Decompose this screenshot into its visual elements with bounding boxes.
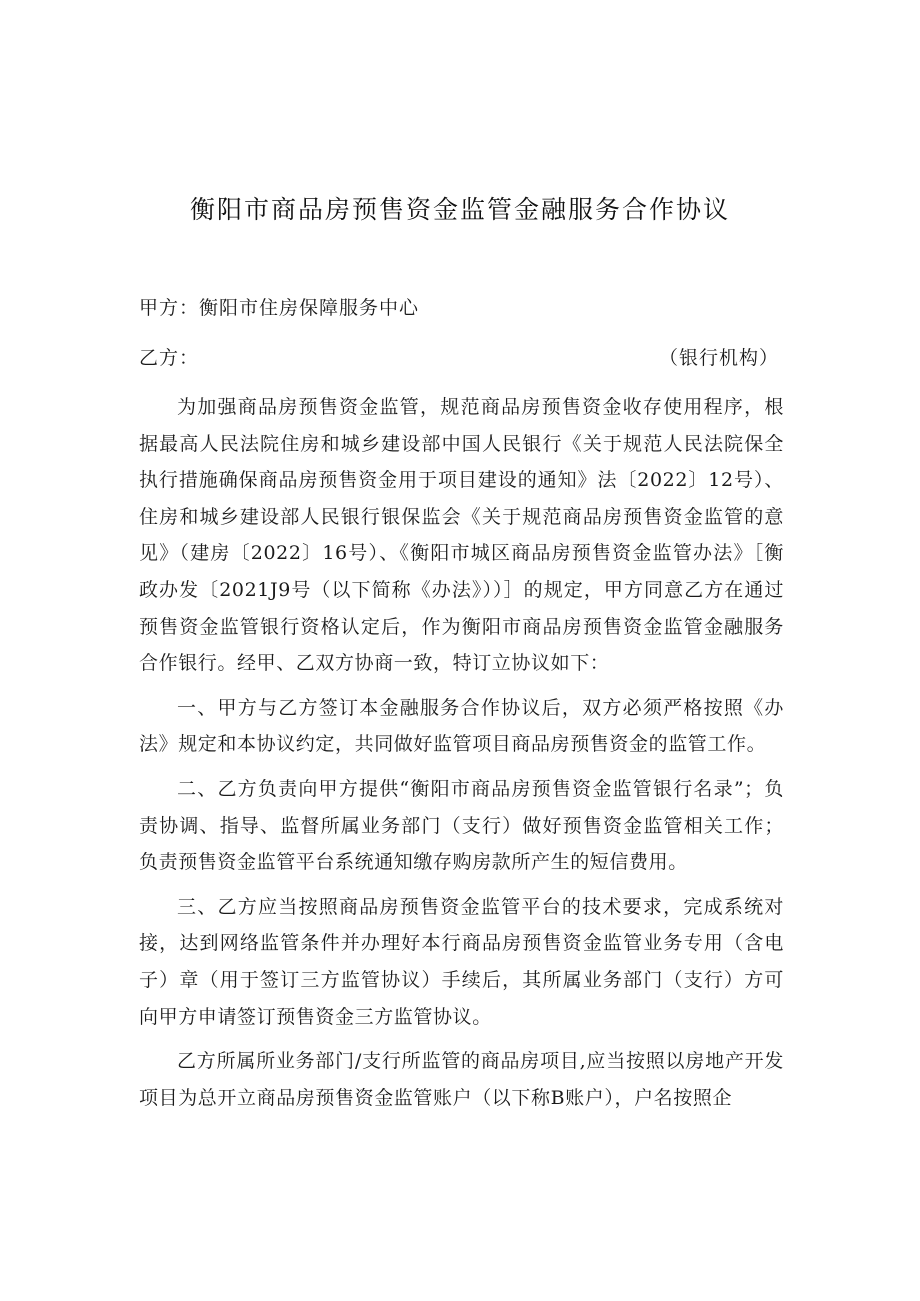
- document-title: 衡阳市商品房预售资金监管金融服务合作协议: [189, 195, 730, 224]
- document-body: [139, 389, 784, 1116]
- paragraph-clause-3-continued: 乙方所属所业务部门/支行所监管的商品房项目,应当按照以房地产开发项目为总开立商品房预售资金监管账户（以下称B账户），户名按照企: [139, 1050, 784, 1109]
- paragraph-clause-1: 一、甲方与乙方签订本金融服务合作协议后，双方必须严格按照《办法》规定和本协议约定，共同做好监管项目商品房预售资金的监管工作。: [139, 696, 784, 756]
- party-b-line: [139, 343, 779, 370]
- party-b-bank: （银行机构）: [658, 347, 779, 369]
- party-b-label: 乙方：: [139, 347, 200, 369]
- party-a-line: 甲方：衡阳市住房保障服务中心: [139, 297, 420, 319]
- paragraph-clause-2: 二、乙方负责向甲方提供“衡阳市商品房预售资金监管银行名录”；负责协调、指导、监督所属业务部门（支行）做好预售资金监管相关工作；负责预售资金监管平台系统通知缴存购房款所产生的短信费用。: [139, 777, 784, 874]
- paragraph-preamble: 为加强商品房预售资金监管，规范商品房预售资金收存使用程序，根据最高人民法院住房和城乡建设部中国人民银行《关于规范人民法院保全执行措施确保商品房预售资金用于项目建设的通知》法〔2022〕12号）、住房和城乡建设部人民银行银保监会《关于规范商品房预售资金监管的意见》（建房〔2022〕16号）、《衡阳市城区商品房预售资金监管办法》［衡政办发〔2021J9号（以下简称《办法》））］的规定，甲方同意乙方在通过预售资金监管银行资格认定后，作为衡阳市商品房预售资金监管金融服务合作银行。经甲、乙双方协商一致，特订立协议如下：: [139, 396, 784, 675]
- paragraph-clause-3: 三、乙方应当按照商品房预售资金监管平台的技术要求，完成系统对接，达到网络监管条件并办理好本行商品房预售资金监管业务专用（含电子）章（用于签订三方监管协议）手续后，其所属业务部门（支行）方可向甲方申请签订预售资金三方监管协议。: [139, 895, 784, 1028]
